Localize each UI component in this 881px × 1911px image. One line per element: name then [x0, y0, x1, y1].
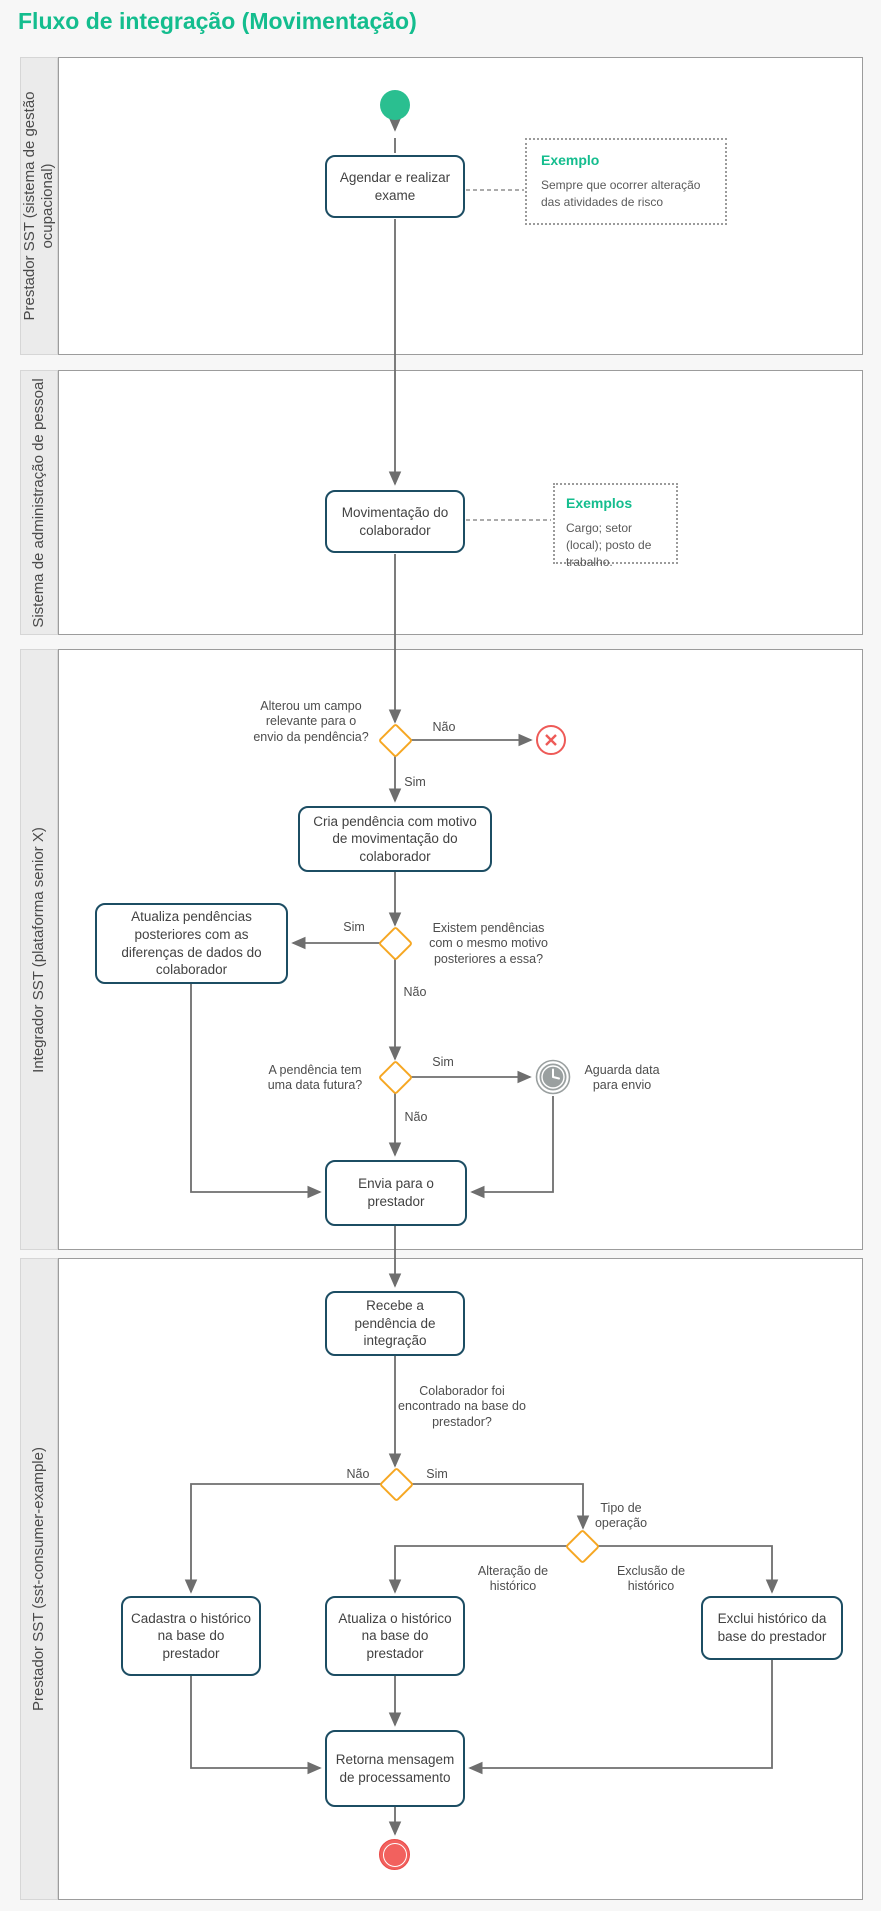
lane-label: Prestador SST (sistema de gestão ocupacional): [21, 91, 56, 321]
note-heading: Exemplo: [541, 152, 600, 168]
task-label: Agendar e realizar exame: [339, 169, 451, 203]
task-agendar-realizar-exame: [325, 155, 465, 218]
note-body: Sempre que ocorrer alteração das atividades de risco: [541, 178, 701, 209]
task-label: Cria pendência com motivo de movimentação do colaborador: [313, 813, 477, 864]
task-label: Cadastra o histórico na base do prestador: [130, 1610, 252, 1661]
edge-label-alteracao-historico: Alteração de histórico: [477, 1564, 549, 1594]
edge-label-exclusao-historico: Exclusão de histórico: [616, 1564, 686, 1594]
gateway-question: A pendência tem uma data futura?: [267, 1063, 363, 1093]
timer-event: [535, 1059, 571, 1100]
task-label: Retorna mensagem de processamento: [335, 1751, 455, 1785]
end-event-ring: [383, 1843, 407, 1867]
cancel-end-event: [536, 725, 566, 755]
edge-label-sim: Sim: [343, 920, 365, 934]
note-exemplos: [553, 483, 678, 569]
task-retorna-mensagem: [325, 1730, 465, 1807]
edge-label-nao: Não: [432, 720, 456, 734]
gateway-question: Colaborador foi encontrado na base do prestador?: [398, 1384, 526, 1429]
timer-label: Aguarda data para envio: [584, 1063, 660, 1093]
clock-icon: [535, 1059, 571, 1095]
task-cria-pendencia: [298, 806, 492, 872]
edge-label-nao: Não: [404, 1110, 428, 1124]
end-event: [379, 1839, 410, 1870]
task-label: Movimentação do colaborador: [341, 504, 449, 538]
task-envia-prestador: [325, 1160, 467, 1226]
task-atualiza-pendencias: [95, 903, 288, 984]
lane-label: Sistema de administração de pessoal: [30, 377, 47, 628]
gateway-question: Tipo de operação: [594, 1501, 648, 1531]
gateway-question: Existem pendências com o mesmo motivo posteriores a essa?: [429, 921, 548, 966]
edge-label-nao: Não: [403, 985, 427, 999]
task-exclui-historico: [701, 1596, 843, 1660]
edge-label-sim: Sim: [426, 1467, 448, 1481]
note-heading: Exemplos: [566, 495, 633, 511]
edge-label-sim: Sim: [404, 775, 426, 789]
task-recebe-pendencia: [325, 1291, 465, 1356]
task-label: Atualiza pendências posteriores com as diferenças de dados do colaborador: [121, 909, 262, 978]
note-body: Cargo; setor (local); posto de trabalho.: [566, 521, 652, 569]
task-label: Atualiza o histórico na base do prestador: [338, 1610, 452, 1661]
task-movimentacao-colaborador: [325, 490, 465, 553]
task-label: Recebe a pendência de integração: [354, 1298, 436, 1349]
task-atualiza-historico: [325, 1596, 465, 1676]
start-event: [380, 90, 410, 120]
edge-label-nao: Não: [346, 1467, 370, 1481]
gateway-question: Alterou um campo relevante para o envio da pendência?: [253, 699, 369, 744]
edge-label-sim: Sim: [432, 1055, 454, 1069]
page-title: Fluxo de integração (Movimentação): [18, 8, 417, 34]
x-icon: [543, 732, 559, 748]
note-exemplo: [525, 138, 727, 225]
lane-label: Prestador SST (sst-consumer-example): [30, 1447, 47, 1711]
task-label: Exclui histórico da base do prestador: [717, 1611, 827, 1644]
lane-label: Integrador SST (plataforma senior X): [30, 826, 47, 1073]
task-label: Envia para o prestador: [358, 1176, 434, 1209]
task-cadastra-historico: [121, 1596, 261, 1676]
